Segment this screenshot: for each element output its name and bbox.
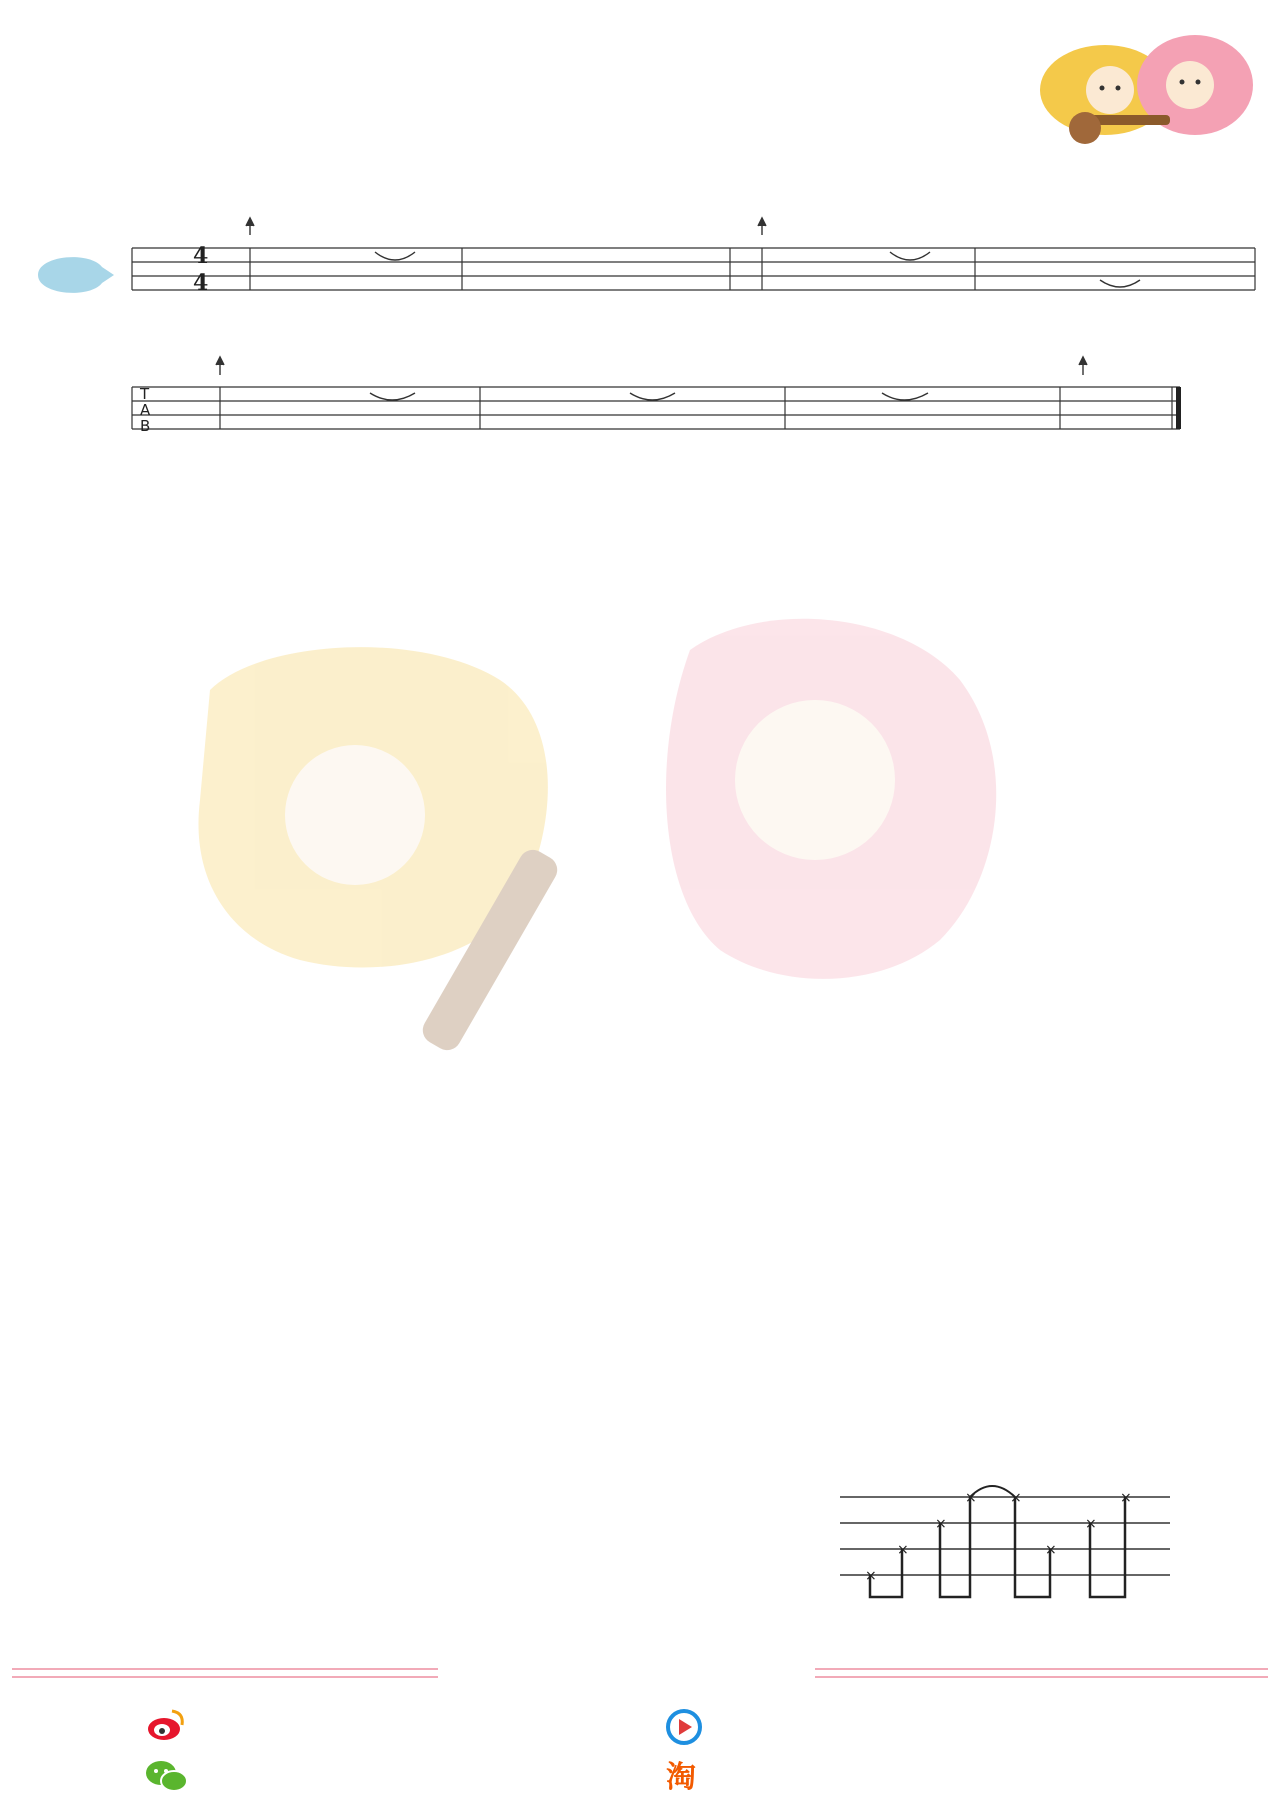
svg-text:×: × (1120, 1490, 1132, 1506)
svg-text:×: × (1010, 1490, 1022, 1506)
svg-text:4: 4 (193, 243, 209, 269)
wechat-icon (144, 1757, 190, 1797)
svg-text:×: × (965, 1490, 977, 1506)
svg-text:×: × (865, 1568, 877, 1584)
tab-staff-1 (0, 200, 1280, 350)
taobao-icon (664, 1755, 706, 1797)
svg-text:×: × (897, 1542, 909, 1558)
svg-text:×: × (1085, 1516, 1097, 1532)
footer-divider (0, 1655, 1280, 1695)
svg-text:T: T (140, 385, 150, 403)
svg-text:A: A (140, 401, 151, 419)
svg-text:淘: 淘 (666, 1760, 696, 1795)
weibo-icon (146, 1707, 186, 1747)
svg-text:×: × (935, 1516, 947, 1532)
tab-staff-2 (0, 345, 1280, 480)
strum-pattern (840, 1475, 1180, 1610)
svg-text:4: 4 (193, 270, 209, 296)
ukulele-logo (1030, 20, 1270, 190)
youku-icon (666, 1707, 706, 1747)
svg-text:B: B (140, 417, 151, 435)
svg-text:×: × (1045, 1542, 1057, 1558)
